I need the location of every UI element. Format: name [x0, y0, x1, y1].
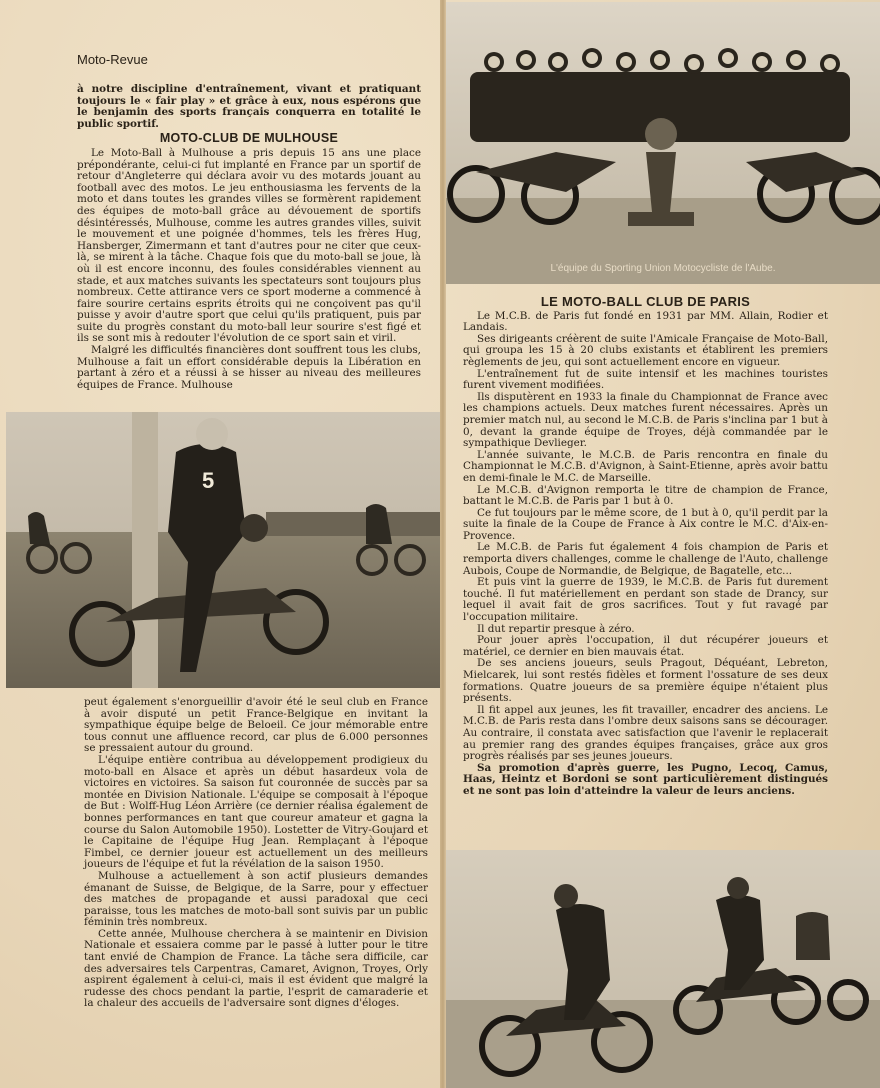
paris-paragraph: Pour jouer après l'occupation, il dut récupérer joueurs et matériel, ce dernier en bien mauvais état. — [463, 634, 828, 658]
right-column — [463, 293, 828, 798]
mulhouse-title: MOTO-CLUB DE MULHOUSE — [159, 131, 339, 146]
paris-paragraph: Ils disputèrent en 1933 la finale du Championnat de France avec les champions actuels. Deux matches furent nécessaires. Après un premier match nul, au second le M.C.B. de Paris s'inclina par 1 but à 0, devant la grande équipe de Troyes, déjà commandée par le sympathique Devlieger. — [463, 390, 828, 450]
mulhouse-paragraph-2: Malgré les difficultés financières dont souffrent tous les clubs, Mulhouse a fait un effort considérable depuis la Libération en partant à zéro et a réussi à se hisser au niveau des meilleures équipes de France. Mulhouse — [77, 344, 421, 391]
intro-paragraph: à notre discipline d'entraînement, vivant et pratiquant toujours le « fair play » et grâce à eux, nous espérons que le benjamin des sports français conquerra en totalité le public sportif. — [77, 83, 421, 130]
paris-paragraph: L'année suivante, le M.C.B. de Paris rencontra en finale du Championnat le M.C.B. d'Avignon, à Saint-Etienne, après avoir battu en demi-finale le M.C. de Marseille. — [463, 448, 828, 484]
paris-paragraph: Ses dirigeants créèrent de suite l'Amicale Française de Moto-Ball, qui groupa les 15 à 20 clubs existants et établirent les premiers règlements de jeu, qui sont actuellement encore en vigueur. — [463, 332, 828, 368]
paris-paragraph: Le M.C.B. de Paris fut fondé en 1931 par MM. Allain, Rodier et Landais. — [463, 309, 828, 334]
paris-paragraph: Le M.C.B. de Paris fut également 4 fois champion de Paris et remporta divers challenges, comme le challenge de l'Auto, challenge Aubois, Coupe de Normandie, de Belgique, de Bagatelle, etc... — [463, 541, 828, 577]
paris-paragraph: Sa promotion d'après guerre, les Pugno, Lecoq, Camus, Haas, Heintz et Bordoni se sont particulièrement distingués et ne sont pas loin d'atteindre la valeur de leurs anciens. — [463, 761, 828, 797]
mulhouse-paragraph-1: Le Moto-Ball à Mulhouse a pris depuis 15 ans une place prépondérante, celui-ci fut implanté en France par un sportif de retour d'Angleterre qui déclara avoir vu des motards jouant au football avec des motos. Le jeu enthousiasma les fervents de la moto et dans toutes les grandes villes se formèrent rapidement des équipes de moto-ball grâce au dévouement de sportifs désintéressés, Mulhouse, comme les autres grandes villes, suivit le mouvement et une poignée d'hommes, tels les frères Hug, Hansberger, Zimermann et tant d'autres pour ne citer que ceux-là, se mirent à la tâche. Chaque fois que du moto-ball se joue, là où il est encore inconnu, des foules considérables viennent au stade, et aux matches suivants les spectateurs sont toujours plus nombreux. Cette attirance vers ce sport moderne a commencé à faire sourire certains esprits étroits qui ne conçoivent pas qu'il puisse y avoir d'autre sport que celui qu'ils pratiquent, puis par suite du progrès constant du moto-ball leur sourire s'est figé et ils se sont mis à redouter l'évolution de ce sport sain et viril. — [77, 146, 421, 345]
paris-paragraph: Il fit appel aux jeunes, les fit travailler, encadrer des anciens. Le M.C.B. de Paris resta dans l'ombre deux saisons sans se décourager. Au contraire, il constata avec satisfaction que l'avenir le replacerait au premier rang des grandes équipes françaises, grâce aux gros progrès réalisés par ses jeunes joueurs. — [463, 703, 828, 763]
mulhouse-paragraph-6: Cette année, Mulhouse cherchera à se maintenir en Division Nationale et essaiera comme par le passé à lutter pour le titre tant envié de Champion de France. La tâche sera difficile, car des adversaires tels Carpentras, Camaret, Avignon, Troyes, Orly aspirent également à celui-ci, mais il est évident que malgré la rudesse des chocs pendant la partie, l'esprit de camaraderie et la chaleur des accueils de l'adversaire sont dignes d'éloges. — [84, 927, 428, 1010]
team-photo — [446, 2, 880, 284]
running-title: Moto-Revue — [77, 52, 148, 67]
paris-paragraph: L'entraînement fut de suite intensif et les machines touristes furent vivement modifiées. — [463, 367, 828, 392]
motoball-race-photo — [446, 850, 880, 1088]
paris-paragraph: Il dut repartir presque à zéro. — [477, 622, 635, 635]
team-photo-caption: L'équipe du Sporting Union Motocycliste de l'Aube. — [550, 263, 776, 274]
jersey-number: 5 — [202, 468, 215, 493]
mulhouse-paragraph-3: peut également s'enorgueillir d'avoir été le seul club en France à avoir disputé un petit France-Belgique en invitant la sympathique équipe belge de Beloeil. Ce jour mémorable entre tous connut une affluence record, car plus de 6.000 personnes se pressaient autour du ground. — [84, 696, 428, 755]
motoball-action-photo — [6, 412, 440, 688]
left-top-column — [77, 84, 421, 391]
paris-paragraph: Et puis vint la guerre de 1939, le M.C.B. de Paris fut durement touché. Il fut matériellement en perdant son stade de Drancy, sur lequel il avait fait de gros sacrifices. Tout y fut ravagé par l'occupation militaire. — [463, 576, 828, 624]
paris-paragraph: De ses anciens joueurs, seuls Pragout, Déquéant, Lebreton, Mielcarek, lui sont restés fidèles et forment l'ossature de ses deux formations. Quatre joueurs de sa première équipe n'étaient plus présents. — [463, 657, 828, 705]
left-bottom-column — [84, 697, 428, 1010]
paris-title: LE MOTO-BALL CLUB DE PARIS — [540, 294, 751, 309]
mulhouse-paragraph-4: L'équipe entière contribua au développement prodigieux du moto-ball en Alsace et après un début hasardeux vola de victoires en victoires. Sa saison fut couronnée de succès par sa montée en Division Nationale. L'équipe se composait à l'époque de But : Wolff-Hug Léon Arrière (ce dernier réalisa également de bonnes performances en tant que coureur amateur et gagna la course du Salon Automobile 1950). Lostetter de Vitry-Goujard et le Capitaine de l'équipe Hug Jean. Remplaçant à l'époque Fimbel, ce dernier joueur est actuellement un des meilleurs joueurs de l'équipe et fut la révélation de la saison 1950. — [84, 753, 428, 871]
paris-paragraph: Ce fut toujours par le même score, de 1 but à 0, qu'il perdit par la suite la finale de la Coupe de France à Aix contre le M.C. d'Aix-en-Provence. — [463, 506, 828, 542]
paris-paragraph: Le M.C.B. d'Avignon remporta le titre de champion de France, battant le M.C.B. de Paris par 1 but à 0. — [463, 483, 828, 508]
mulhouse-paragraph-5: Mulhouse a actuellement à son actif plusieurs demandes émanant de Suisse, de Belgique, de la Sarre, pour y effectuer des matches de propagande et aussi paradoxal que ceci paraisse, tous les matches de moto-ball sont suivis par un public féminin très nombreux. — [84, 869, 428, 929]
